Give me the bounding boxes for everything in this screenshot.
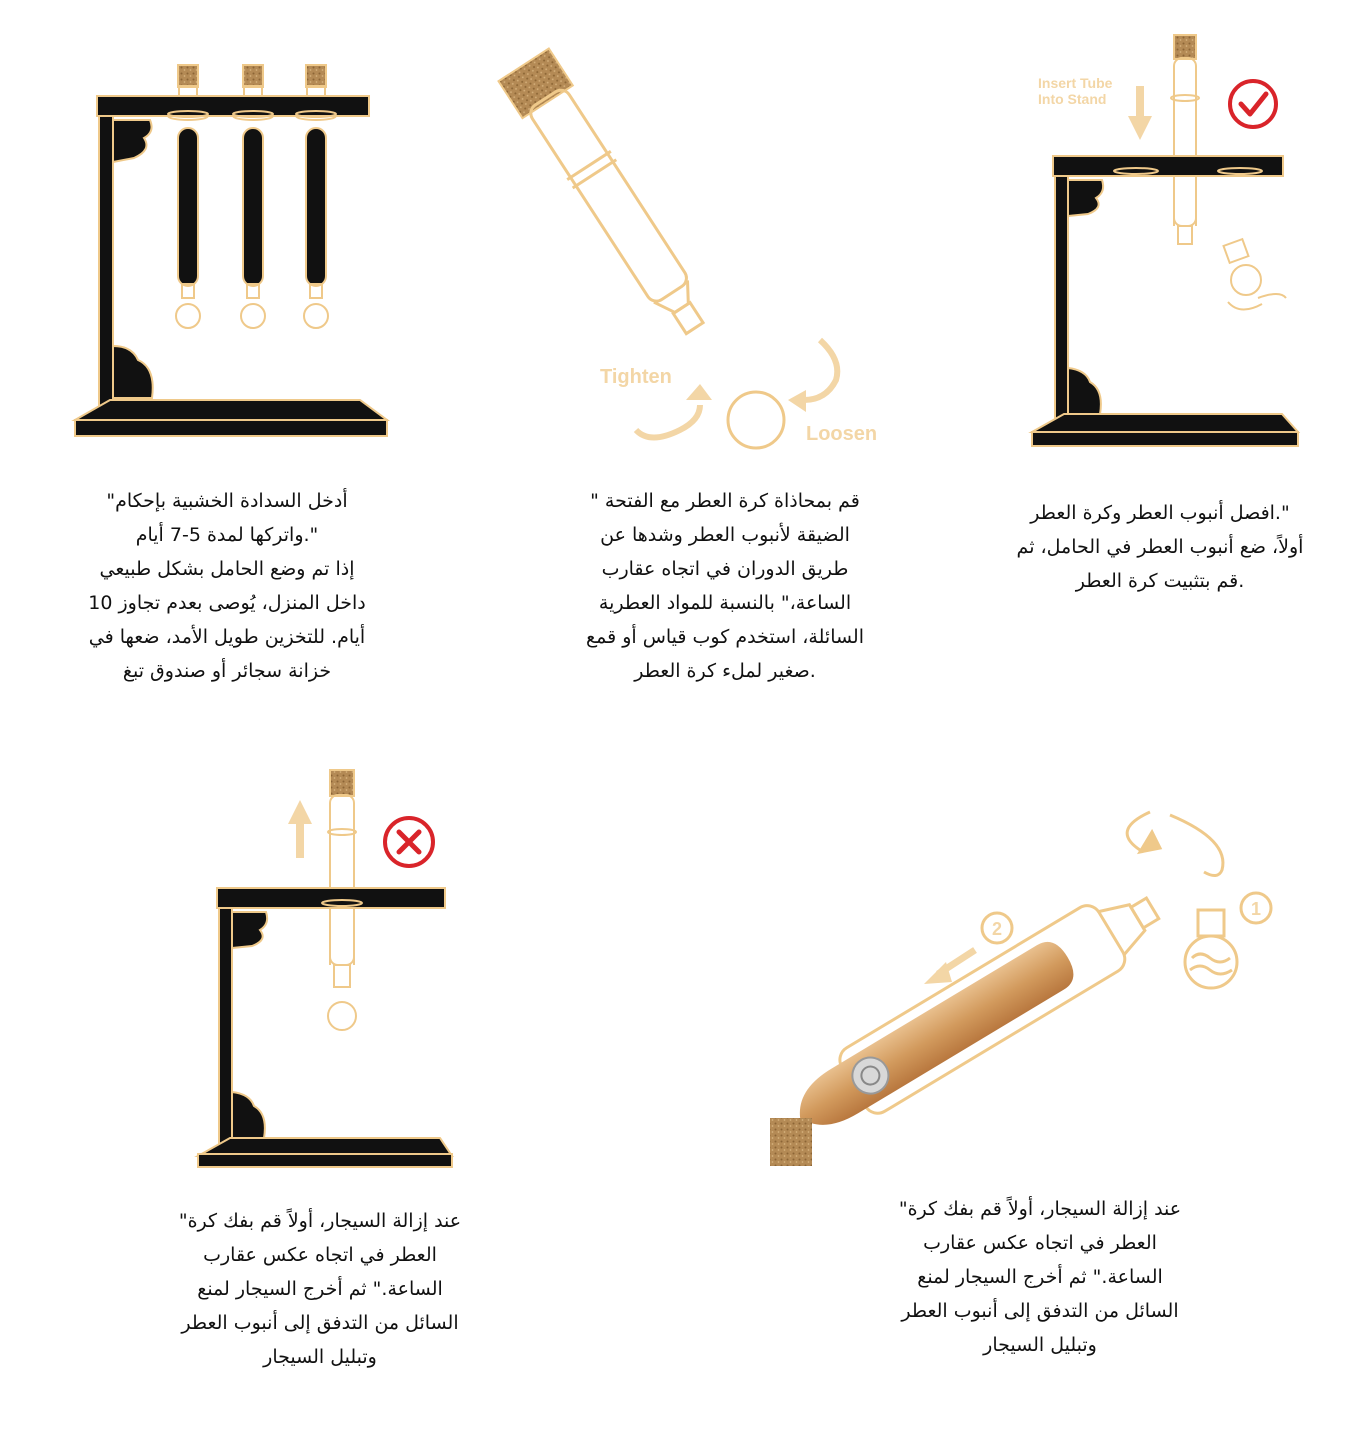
stand-with-three-tubes — [75, 65, 387, 436]
caption-line: الساعة." ثم أخرج السيجار لمنع — [197, 1278, 443, 1300]
perfume-ball-detached — [1185, 910, 1237, 988]
tighten-label: Tighten — [600, 366, 672, 388]
caption-line: الضيقة لأنبوب العطر وشدها عن — [600, 524, 850, 546]
caption-line: أيام. للتخزين طويل الأمد، ضعها في — [88, 626, 366, 648]
caption-line: وتبليل السيجار — [983, 1334, 1097, 1356]
caption-line: عند إزالة السيجار، أولاً قم بفك كرة" — [898, 1198, 1182, 1220]
perfume-ball — [728, 392, 784, 448]
cork-stopper — [770, 1118, 812, 1166]
caption-line: داخل المنزل، يُوصى بعدم تجاوز 10 — [88, 592, 366, 614]
step-1-label: 1 — [1250, 899, 1262, 919]
single-tube — [1171, 35, 1199, 244]
perfume-ball-detached — [1224, 239, 1286, 309]
caption-line: أدخل السدادة الخشبية بإحكام" — [106, 490, 348, 512]
caption-step-3 — [72, 484, 382, 688]
loosen-arrow-icon — [804, 340, 837, 400]
caption-line: وتبليل السيجار — [263, 1346, 377, 1368]
caption-step-1 — [1005, 496, 1315, 598]
insert-tube-illustration — [1032, 35, 1298, 446]
step-2-label: 2 — [991, 919, 1003, 939]
caption-line: العطر في اتجاه عكس عقارب — [923, 1232, 1157, 1254]
caption-line: السائل من التدفق إلى أنبوب العطر — [901, 1300, 1179, 1322]
caption-line: قم بمحاذاة كرة العطر مع الفتحة " — [590, 490, 860, 512]
caption-step-4 — [160, 1204, 480, 1374]
wrong-removal-illustration — [198, 770, 452, 1167]
arrow-down-icon — [1128, 86, 1152, 140]
rotate-arrows-icon — [1127, 812, 1223, 876]
caption-line: ".واتركها لمدة 5-7 أيام — [135, 524, 319, 546]
cross-circle-icon — [385, 818, 433, 866]
check-circle-icon — [1230, 81, 1276, 127]
caption-line: إذا تم وضع الحامل بشكل طبيعي — [99, 558, 355, 580]
caption-step-2 — [570, 484, 880, 688]
insert-label-line2: Into Stand — [1038, 91, 1107, 107]
caption-line: الساعة،" بالنسبة للمواد العطرية — [598, 592, 852, 614]
wooden-stand — [198, 888, 452, 1167]
caption-line: عند إزالة السيجار، أولاً قم بفك كرة" — [178, 1210, 462, 1232]
caption-line: الساعة." ثم أخرج السيجار لمنع — [917, 1266, 1163, 1288]
loosen-label: Loosen — [806, 423, 878, 445]
tighten-loosen-illustration — [499, 49, 878, 448]
caption-line: السائلة، استخدم كوب قياس أو قمع — [585, 626, 864, 648]
arrow-left-down-icon — [924, 950, 975, 984]
caption-line: .صغير لملء كرة العطر — [634, 660, 816, 682]
insert-label-line1: Insert Tube — [1038, 75, 1113, 91]
caption-line: .قم بتثبيت كرة العطر — [1075, 570, 1245, 592]
caption-line: ".افصل أنبوب العطر وكرة العطر — [1030, 502, 1290, 524]
tilted-tube — [499, 49, 720, 345]
caption-line: طريق الدوران في اتجاه عقارب — [601, 558, 849, 580]
wooden-stand — [1032, 156, 1298, 446]
caption-line: العطر في اتجاه عكس عقارب — [203, 1244, 437, 1266]
wooden-stand — [75, 96, 387, 436]
cigar — [787, 935, 1081, 1140]
cigar-removal-illustration — [770, 812, 1271, 1166]
caption-step-5 — [880, 1192, 1200, 1362]
arrow-up-icon — [288, 800, 312, 858]
caption-line: السائل من التدفق إلى أنبوب العطر — [181, 1312, 459, 1334]
tighten-arrow-icon — [636, 405, 700, 438]
caption-line: خزانة سجائر أو صندوق تبغ — [122, 660, 332, 682]
caption-line: أولاً، ضع أنبوب العطر في الحامل، ثم — [1016, 536, 1304, 558]
